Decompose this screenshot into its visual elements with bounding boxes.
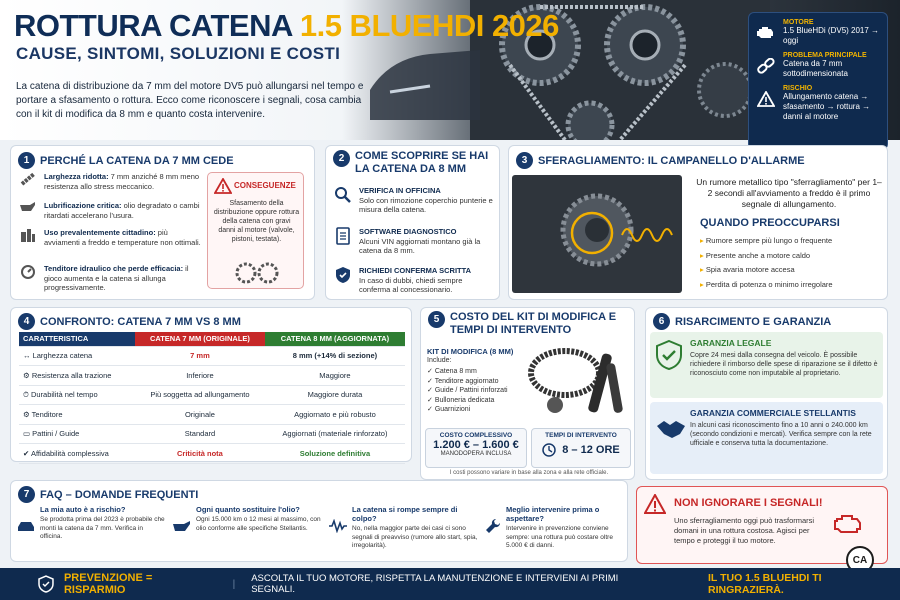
- oil-can-icon: [172, 519, 192, 533]
- info-text: 1.5 BlueHDi (DV5) 2017 → oggi: [783, 26, 880, 45]
- warning-icon: [644, 494, 666, 514]
- kit-item: ✓ Catena 8 mm: [427, 368, 477, 375]
- table-header: CARATTERISTICA CATENA 7 MM (ORIGINALE) CATENA 8 MM (AGGIORNATA): [19, 332, 405, 346]
- comparison-table: [19, 332, 405, 464]
- warning-icon: [214, 178, 232, 194]
- cause-item: Larghezza ridotta: 7 mm anziché 8 mm meno resistenza allo stress meccanico.: [18, 172, 203, 191]
- faq-item: [484, 505, 624, 551]
- table-row: ✔ Affidabilità complessiva Criticità nota Soluzione definitiva: [19, 444, 405, 464]
- faq-item: [172, 505, 322, 533]
- footer-divider: |: [232, 578, 236, 590]
- shield-check-icon: [656, 340, 682, 370]
- faq-answer: Se prodotta prima del 2023 è probabile che monti la catena da 7 mm. Verifica in officina.: [40, 516, 165, 540]
- commercial-warranty-title: GARANZIA COMMERCIALE STELLANTIS: [690, 408, 856, 418]
- legal-warranty-text: Copre 24 mesi dalla consegna del veicolo. È possibile richiedere il rimborso delle spese di riparazione se il difetto è riconosciuto come non imputabile al proprietario.: [690, 352, 878, 377]
- cost-label: COSTO COMPLESSIVO: [439, 432, 513, 439]
- table-row: ⏱ Durabilità nel tempo Più soggetta ad allungamento Maggiore durata: [19, 385, 405, 405]
- time-box: [531, 428, 631, 468]
- symptom-item: ▸ Spia avaria motore accesa: [700, 265, 795, 274]
- oil-can-icon: [19, 201, 37, 213]
- faq-question: La mia auto è a rischio?: [40, 505, 126, 514]
- shield-check-icon: [335, 266, 351, 284]
- symptom-item: ▸ Perdita di potenza o minimo irregolare: [700, 279, 833, 289]
- car-icon: [16, 519, 36, 533]
- kit-item: ✓ Tenditore aggiornato: [427, 377, 499, 385]
- broken-gears-icon: [234, 261, 280, 285]
- alert-text: Uno sferragliamento oggi può trasformarsi domani in una rottura costosa. Agisci per tempo e proteggi il tuo motore.: [674, 516, 815, 545]
- info-label: MOTORE: [783, 19, 814, 26]
- cost-note: I costi possono variare in base alla zona e alla rete officiale.: [449, 470, 609, 476]
- logo-badge: CA: [846, 546, 874, 574]
- clock-icon: [542, 443, 556, 457]
- engine-icon: [757, 25, 775, 39]
- warning-icon: [757, 91, 775, 107]
- chain-kit-image: [525, 343, 630, 421]
- faq-answer: Ogni 15.000 km o 12 mesi al massimo, con olio conforme alle specifiche Stellantis.: [196, 516, 321, 532]
- info-label: PROBLEMA PRINCIPALE: [783, 52, 867, 59]
- kit-item: ✓ Guarnizioni: [427, 406, 471, 413]
- legal-warranty-title: GARANZIA LEGALE: [690, 338, 772, 348]
- faq-question: Ogni quanto sostituire l'olio?: [196, 505, 300, 514]
- soundwave-icon: [328, 519, 348, 533]
- cause-item: Uso prevalentemente cittadino: più avviamenti a freddo e temperature non ottimali.: [18, 228, 203, 247]
- faq-answer: No, nella maggior parte dei casi ci sono segnali di preavviso (rumore allo start, spia, irregolarità).: [352, 525, 478, 549]
- table-row: ▭ Pattini / Guide Standard Aggiornati (materiale rinforzato): [19, 424, 405, 444]
- cost-value: 1.200 € – 1.600 €: [433, 439, 519, 451]
- footer-closing: IL TUO 1.5 BLUEHDI TI RINGRAZIERÀ.: [708, 572, 822, 596]
- kit-includes-label: Include:: [427, 357, 452, 364]
- faq-question: La catena si rompe sempre di colpo?: [352, 505, 458, 523]
- document-icon: [336, 227, 350, 245]
- consequences-title: CONSEGUENZE: [234, 181, 296, 190]
- table-row: ↔ Larghezza catena 7 mm 8 mm (+14% di sezione): [19, 346, 405, 366]
- symptom-list: [700, 234, 880, 292]
- faq-item: [16, 505, 166, 542]
- width-chain-icon: [20, 172, 36, 186]
- section-2-heading: 2 COME SCOPRIRE SE HAI LA CATENA DA 8 MM: [333, 150, 493, 176]
- cause-item: Tenditore idraulico che perde efficacia: il gioco aumenta e la catena si allunga progressivamente.: [18, 264, 203, 293]
- info-label: RISCHIO: [783, 85, 813, 92]
- consequences-box: [207, 172, 304, 289]
- table-row: ⚙ Tenditore Originale Aggiornato e più robusto: [19, 405, 405, 425]
- table-row: ⚙ Resistenza alla trazione Inferiore Maggiore: [19, 366, 405, 386]
- section-4-heading: 4 CONFRONTO: CATENA 7 MM VS 8 MM: [18, 313, 241, 330]
- info-text: Allungamento catena → sfasamento → rottura → danni al motore: [783, 92, 871, 121]
- info-box: [748, 12, 888, 150]
- faq-answer: Intervenire in prevenzione conviene sempre: una rottura può costare oltre 5.000 € di danni.: [506, 525, 613, 549]
- section-7-heading: 7 FAQ – DOMANDE FREQUENTI: [18, 486, 198, 503]
- city-buildings-icon: [20, 228, 36, 242]
- page-subtitle: CAUSE, SINTOMI, SOLUZIONI E COSTI: [16, 44, 341, 63]
- kit-item: ✓ Bulloneria dedicata: [427, 396, 495, 404]
- cause-item: Lubrificazione critica: olio degradato o cambi ritardati accelerano l'usura.: [18, 201, 203, 220]
- handshake-icon: [656, 418, 686, 440]
- chain-icon: [757, 58, 775, 74]
- intro-text: La catena di distribuzione da 7 mm del motore DV5 può allungarsi nel tempo e portare a sfasamento o rottura. Ecco come riconoscere i segnali, cosa cambia con il kit di modifica da 8 mm e quanto costa intervenire.: [16, 81, 364, 120]
- page-title: ROTTURA CATENA 1.5 BLUEHDI 2026: [14, 8, 559, 43]
- section-3-heading: 3 SFERAGLIAMENTO: IL CAMPANELLO D'ALLARME: [516, 152, 805, 169]
- when-to-worry-title: QUANDO PREOCCUPARSI: [700, 217, 840, 229]
- alert-title: NON IGNORARE I SEGNALI!: [674, 497, 823, 509]
- time-label: TEMPI DI INTERVENTO: [545, 432, 617, 439]
- footer-bar: [0, 568, 900, 600]
- symptom-item: ▸ Rumore sempre più lungo o frequente: [700, 236, 833, 245]
- cost-sublabel: MANODOPERA INCLUSA: [440, 451, 512, 457]
- check-item: VERIFICA IN OFFICINA Solo con rimozione coperchio punterie e misura della catena.: [333, 186, 493, 215]
- cost-box: [425, 428, 527, 468]
- magnifier-icon: [334, 186, 352, 204]
- tensioner-gauge-icon: [20, 264, 36, 280]
- commercial-warranty-text: In alcuni casi riconoscimento fino a 10 anni o 240.000 km (secondo condizioni e mercati). Verifica sempre con la rete ufficiale e conserva tutta la documentazione.: [690, 422, 872, 447]
- section-5-heading: 5 COSTO DEL KIT DI MODIFICA E TEMPI DI INTERVENTO: [428, 311, 628, 337]
- check-item: SOFTWARE DIAGNOSTICO Alcuni VIN aggiornati montano già la catena da 8 mm.: [333, 227, 493, 256]
- faq-item: [328, 505, 478, 551]
- symptom-item: ▸ Presente anche a motore caldo: [700, 250, 811, 260]
- footer-message: ASCOLTA IL TUO MOTORE, RISPETTA LA MANUTENZIONE E INTERVIENI AI PRIMI SEGNALI.: [251, 573, 619, 595]
- consequences-text: Sfasamento della distribuzione oppure rottura della catena con gravi danni al motore (valvole, pistoni, testata).: [213, 200, 300, 243]
- shield-check-icon: [38, 575, 54, 593]
- wrench-icon: [484, 517, 502, 535]
- check-engine-icon: [834, 512, 864, 534]
- time-value: 8 – 12 ORE: [562, 444, 620, 456]
- kit-item: ✓ Guide / Pattini rinforzati: [427, 387, 508, 394]
- rattle-description: Un rumore metallico tipo "sferragliamento" per 1–2 secondi all'avviamento a freddo è il primo segnale di allungamento.: [696, 177, 882, 209]
- kit-title: KIT DI MODIFICA (8 MM): [427, 347, 514, 356]
- check-item: RICHIEDI CONFERMA SCRITTA In caso di dubbi, chiedi sempre conferma al concessionario.: [333, 266, 493, 295]
- engine-closeup-image: [512, 175, 682, 293]
- section-1-heading: 1 PERCHÉ LA CATENA DA 7 MM CEDE: [18, 152, 234, 169]
- info-text: Catena da 7 mm sottodimensionata: [783, 59, 848, 78]
- faq-question: Meglio intervenire prima o aspettare?: [506, 505, 600, 523]
- footer-slogan: PREVENZIONE = RISPARMIO: [63, 572, 153, 596]
- section-6-heading: 6 RISARCIMENTO E GARANZIA: [653, 313, 831, 330]
- kit-list: [427, 367, 508, 415]
